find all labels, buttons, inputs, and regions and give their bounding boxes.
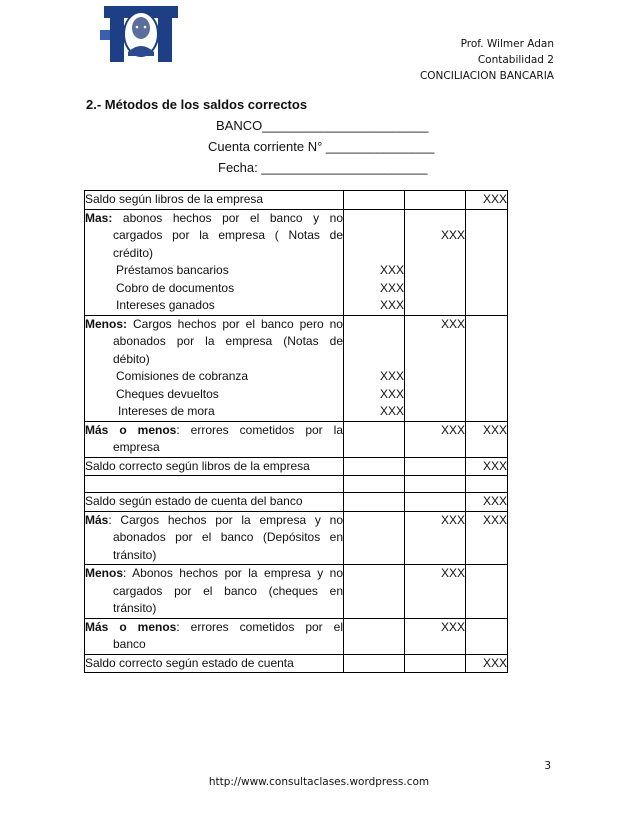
field-fecha: Fecha: _______________________ <box>218 160 428 175</box>
row-value: XXX <box>466 511 508 565</box>
row-value: XXX <box>466 457 508 476</box>
institution-logo <box>98 0 184 66</box>
row-label-bold: Menos: <box>85 316 127 331</box>
row-text: : errores cometidos por la <box>176 422 343 437</box>
row-text: : Abonos hechos por la empresa y no <box>123 566 343 580</box>
table-row <box>85 654 508 673</box>
item-value: XXX <box>379 298 404 312</box>
row-text: abonos hechos por el banco y no <box>122 210 344 225</box>
row-value: XXX <box>466 493 508 512</box>
list-item: Intereses ganados <box>116 298 215 312</box>
footer-url: http://www.consultaclases.wordpress.com <box>208 776 430 788</box>
list-item: Cobro de documentos <box>116 280 235 295</box>
list-item: Préstamos bancarios <box>116 263 229 277</box>
row-desc: Saldo según libros de la empresa <box>85 191 344 210</box>
list-item: Comisiones de cobranza <box>116 369 249 383</box>
row-value: XXX <box>405 618 466 654</box>
table-row <box>85 493 508 512</box>
row-value: XXX <box>466 421 508 457</box>
row-text: abonados por el banco (Depósitos en <box>113 530 343 544</box>
row-label-bold: Más <box>85 512 109 527</box>
row-text: crédito) <box>113 245 154 260</box>
table-row <box>85 209 508 315</box>
reconciliation-table <box>84 190 508 673</box>
item-value: XXX <box>379 369 404 383</box>
row-text: tránsito) <box>113 547 157 562</box>
item-value: XXX <box>379 404 404 418</box>
row-text: Cargos hechos por el banco pero no <box>132 316 343 331</box>
header-course: Contabilidad 2 <box>477 54 554 66</box>
row-text: : Cargos hechos por la empresa y no <box>108 512 343 527</box>
row-label-bold: Más o menos <box>85 619 177 634</box>
row-desc: Saldo correcto según libros de la empresa <box>85 457 344 476</box>
page-number: 3 <box>544 760 551 772</box>
row-value: XXX <box>440 228 465 242</box>
row-text: débito) <box>113 351 150 366</box>
row-value: XXX <box>440 316 465 331</box>
row-label-bold: Mas: <box>85 210 113 225</box>
row-label-bold: Más o menos <box>85 422 177 437</box>
table-row <box>85 618 508 654</box>
row-value: XXX <box>466 191 508 210</box>
item-value: XXX <box>379 263 404 277</box>
row-text: empresa <box>113 440 160 454</box>
row-text: abonados por la empresa (Notas de <box>113 334 343 348</box>
row-value: XXX <box>405 511 466 565</box>
table-row <box>85 457 508 476</box>
field-banco: BANCO_______________________ <box>216 118 429 133</box>
row-text: : errores cometidos por el <box>176 619 343 634</box>
empty-row <box>85 476 508 493</box>
row-value: XXX <box>405 421 466 457</box>
page-header <box>420 36 554 84</box>
row-desc: Saldo correcto según estado de cuenta <box>85 654 344 673</box>
row-text: cargados por la empresa ( Notas de <box>113 228 343 242</box>
item-value: XXX <box>379 386 404 401</box>
row-text: tránsito) <box>113 601 157 615</box>
row-text: banco <box>113 637 146 651</box>
table-row <box>85 315 508 421</box>
table-row <box>85 191 508 210</box>
list-item: Intereses de mora <box>118 404 215 418</box>
item-value: XXX <box>379 280 404 295</box>
row-text: cargados por el banco (cheques en <box>113 583 343 598</box>
row-value: XXX <box>466 654 508 673</box>
table-row <box>85 421 508 457</box>
header-author: Prof. Wilmer Adan <box>460 38 554 50</box>
table-row <box>85 565 508 619</box>
table-row <box>85 511 508 565</box>
field-cuenta-corriente: Cuenta corriente N° _______________ <box>208 139 435 154</box>
row-label-bold: Menos <box>85 566 124 580</box>
section-title: 2.- Métodos de los saldos correctos <box>86 97 308 112</box>
header-topic: CONCILIACION BANCARIA <box>419 70 554 82</box>
row-value: XXX <box>405 565 466 619</box>
list-item: Cheques devueltos <box>116 386 219 401</box>
row-desc: Saldo según estado de cuenta del banco <box>85 493 344 512</box>
